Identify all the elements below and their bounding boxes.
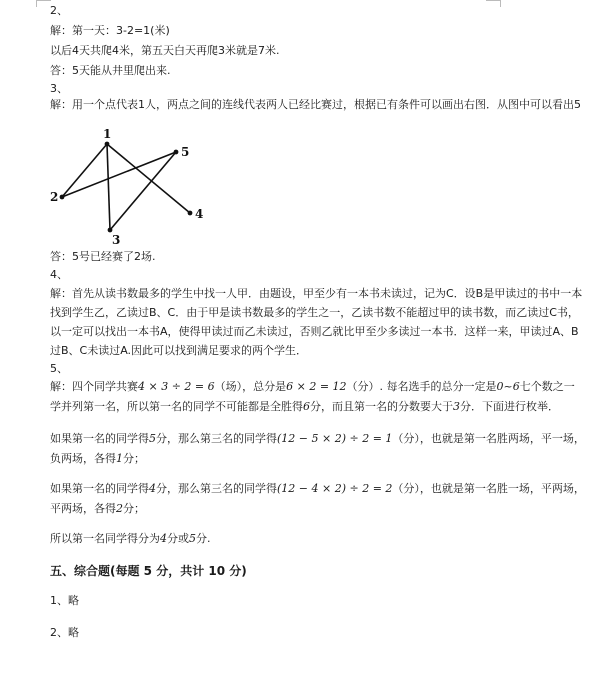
q5-concl-math-1: 4 (160, 532, 167, 545)
node-5 (174, 150, 179, 155)
node-2 (60, 195, 65, 200)
q2-solution-line-2: 以后4天共爬4米，第五天白天再爬3米就是7米. (50, 44, 280, 57)
q5-l2-math-1: 6 (303, 400, 310, 413)
q5-p2-text-e: 分； (123, 502, 145, 515)
q5-l2-text-a: 学并列第一名，所以第一名的同学不可能都是全胜得 (50, 400, 303, 413)
q5-l2-math-2: 3 (453, 400, 460, 413)
node-label-3: 3 (112, 233, 121, 247)
q5-case-5-line-1 (50, 432, 585, 446)
q5-p1-text-b: 分，那么第三名的同学得 (156, 432, 277, 445)
node-3 (108, 228, 113, 233)
q5-p2-math-3: 2 (116, 502, 123, 515)
q5-l2-text-c: 分．下面进行枚举． (460, 400, 559, 413)
q5-number: 5、 (50, 362, 68, 375)
edge-1-2 (62, 144, 107, 197)
q5-l1-math-total: 6 × 2 = 12 (286, 380, 347, 393)
node-label-2: 2 (50, 190, 59, 204)
edge-1-3 (107, 144, 110, 230)
q5-l1-math-matches: 4 × 3 ÷ 2 = 6 (138, 380, 215, 393)
q5-p1-text-d: 负两场，各得 (50, 452, 116, 465)
edge-2-5 (62, 152, 176, 197)
node-1 (105, 142, 110, 147)
q5-p1-text-a: 如果第一名的同学得 (50, 432, 149, 445)
q5-l1-text-c: （分）. 每名选手的总分一定是 (346, 380, 497, 393)
node-label-5: 5 (181, 145, 190, 159)
node-label-1: 1 (103, 127, 112, 141)
q3-number: 3、 (50, 82, 68, 95)
q5-p1-text-e: 分； (123, 452, 145, 465)
q5-l2-text-b: 分，而且第一名的分数要大于 (310, 400, 453, 413)
q5-l1-text-a: 解：四个同学共赛 (50, 380, 138, 393)
section-5-item-1: 1、略 (50, 594, 79, 607)
q4-number: 4、 (50, 268, 68, 281)
edge-1-4 (107, 144, 190, 213)
q4-solution-line-2: 找到学生乙，乙读过B、C．由于甲是读书数最多的学生之一，乙读书数不能超过甲的读书数，而乙读过C书， (50, 306, 579, 319)
match-graph-diagram (50, 124, 230, 248)
q5-case-4-line-2 (50, 502, 145, 516)
q5-p2-text-c: （分），也就是第一名胜一场，平两场， (392, 482, 585, 495)
q5-case-5-line-2 (50, 452, 145, 466)
q5-p1-text-c: （分），也就是第一名胜两场，平一场， (392, 432, 585, 445)
q2-answer: 答：5天能从井里爬出来. (50, 64, 171, 77)
q5-l1-text-b: （场），总分是 (214, 380, 287, 393)
edge-3-5 (110, 152, 176, 230)
q5-concl-text-a: 所以第一名同学得分为 (50, 532, 160, 545)
q5-p1-math-2: (12 − 5 × 2) ÷ 2 = 1 (277, 432, 393, 445)
q5-p2-text-d: 平两场，各得 (50, 502, 116, 515)
q5-l1-math-range: 0~6 (496, 380, 520, 393)
q5-case-4-line-1 (50, 482, 585, 496)
q5-p2-math-1: 4 (149, 482, 156, 495)
page-corner-mark-left (36, 0, 51, 7)
q5-p2-text-b: 分，那么第三名的同学得 (156, 482, 277, 495)
node-4 (188, 211, 193, 216)
q5-l1-text-d: 七个数之一 (519, 380, 575, 393)
q5-concl-text-b: 分或 (167, 532, 189, 545)
section-5-item-2: 2、略 (50, 626, 79, 639)
q5-solution-line-2 (50, 400, 559, 414)
q2-number: 2、 (50, 4, 68, 17)
q5-p2-text-a: 如果第一名的同学得 (50, 482, 149, 495)
q5-concl-text-c: 分. (196, 532, 211, 545)
q5-p1-math-3: 1 (116, 452, 123, 465)
q3-answer: 答：5号已经赛了2场. (50, 250, 156, 263)
q5-p1-math-1: 5 (149, 432, 156, 445)
q3-solution-line-1: 解：用一个点代表1人，两点之间的连线代表两人已经比赛过，根据已有条件可以画出右图．从图中可以看出5 (50, 98, 581, 111)
q5-conclusion (50, 532, 211, 546)
page-corner-mark-right (486, 0, 501, 7)
q5-concl-math-2: 5 (189, 532, 196, 545)
node-label-4: 4 (195, 207, 204, 221)
q2-solution-line-1: 解：第一天：3-2=1(米) (50, 24, 170, 37)
q5-p2-math-2: (12 − 4 × 2) ÷ 2 = 2 (277, 482, 393, 495)
q5-solution-line-1 (50, 380, 575, 394)
q4-solution-line-1: 解：首先从读书数最多的学生中找一人甲．由题设，甲至少有一本书未读过，记为C．设B是甲读过的书中一本 (50, 287, 583, 300)
q4-solution-line-4: 过B、C未读过A.因此可以找到满足要求的两个学生． (50, 344, 308, 357)
section-5-heading: 五、综合题(每题 5 分，共计 10 分) (50, 564, 247, 578)
q4-solution-line-3: 以一定可以找出一本书A，使得甲读过而乙未读过，否则乙就比甲至少多读过一本书．这样一来，甲读过A、B (50, 325, 579, 338)
